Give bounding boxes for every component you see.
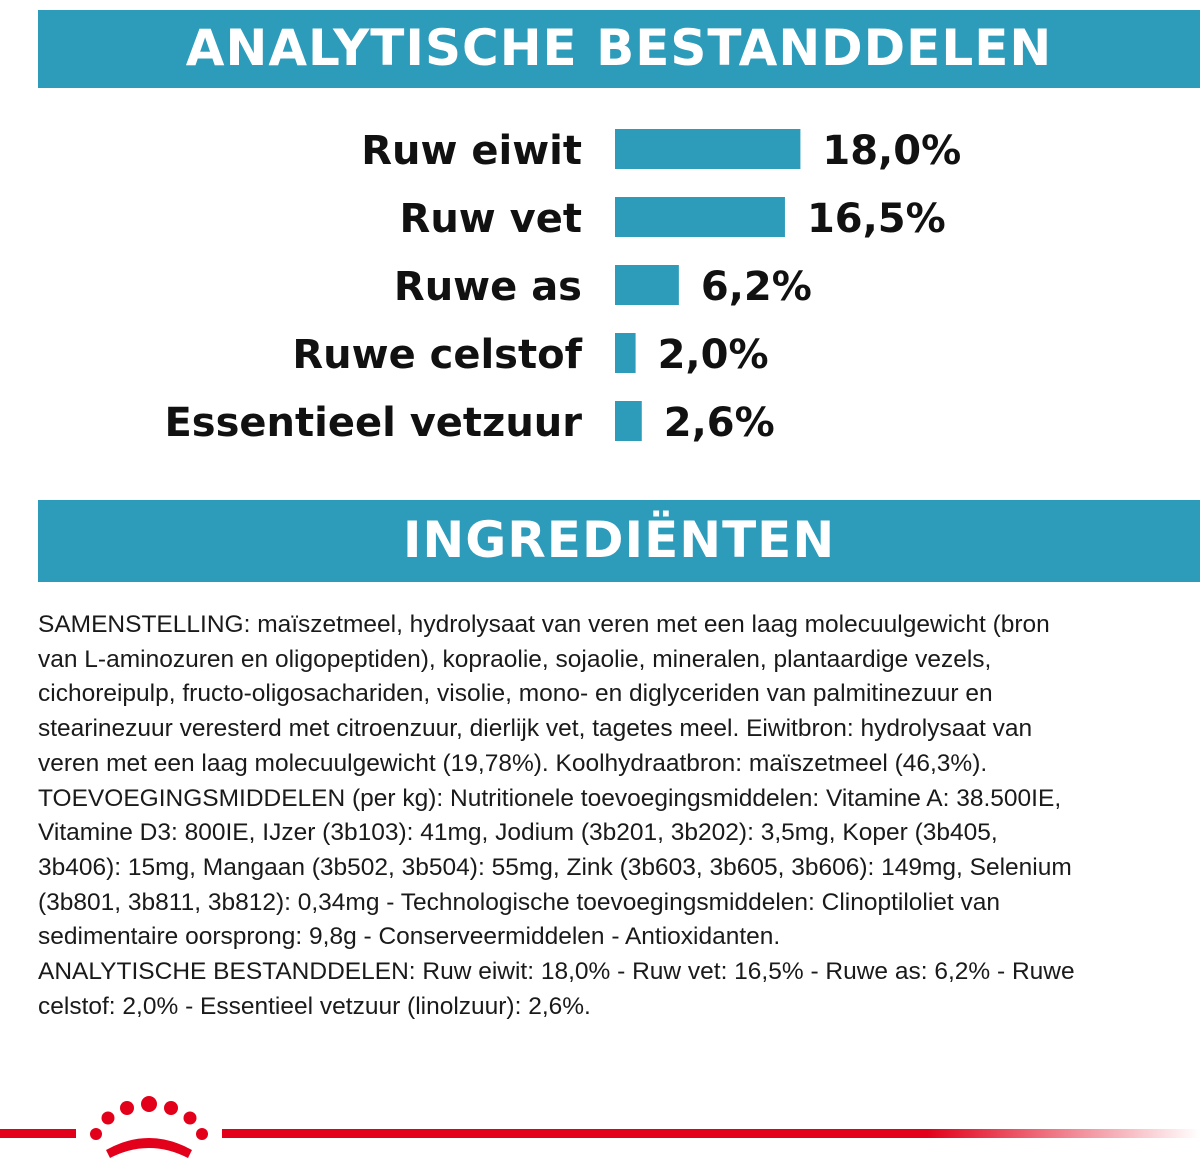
ingredients-line: (3b801, 3b811, 3b812): 0,34mg - Technologische toevoegingsmiddelen: Clinoptiloliet van: [38, 888, 1001, 916]
ingredients-line: sedimentaire oorsprong: 9,8g - Conserveermiddelen - Antioxidanten.: [38, 923, 781, 951]
ingredients-line: Vitamine D3: 800IE, IJzer (3b103): 41mg, Jodium (3b201, 3b202): 3,5mg, Koper (3b405,: [38, 819, 998, 847]
analytical-title: ANALYTISCHE BESTANDDELEN: [185, 19, 1053, 77]
ingredients-text: [38, 608, 1168, 1024]
brand-footer: [0, 1088, 1200, 1158]
footer-line-left: [0, 1129, 76, 1138]
ingredients-line: TOEVOEGINGSMIDDELEN (per kg): Nutritionele toevoegingsmiddelen: Vitamine A: 38.500IE,: [38, 784, 1062, 812]
category-label: Essentieel vetzuur: [164, 400, 582, 446]
section-header-analytical: [38, 10, 1200, 88]
ingredients-line: ANALYTISCHE BESTANDDELEN: Ruw eiwit: 18,0% - Ruw vet: 16,5% - Ruwe as: 6,2% - Ruwe: [38, 958, 1075, 986]
value-label: 2,6%: [663, 400, 775, 446]
category-label: Ruw vet: [399, 196, 582, 242]
ingredients-line: stearinezuur veresterd met citroenzuur, dierlijk vet, tagetes meel. Eiwitbron: hydrolysaat van: [38, 715, 1033, 743]
category-label: Ruwe as: [393, 264, 582, 310]
value-label: 6,2%: [700, 264, 812, 310]
value-label: 16,5%: [806, 196, 946, 242]
bar: [615, 265, 679, 305]
section-header-ingredients: [38, 500, 1200, 582]
footer-line-right: [222, 1129, 1200, 1138]
ingredients-line: van L-aminozuren en oligopeptiden), kopraolie, sojaolie, mineralen, plantaardige vezels,: [38, 645, 992, 673]
category-label: Ruwe celstof: [292, 332, 582, 378]
ingredients-title: INGREDIËNTEN: [402, 511, 836, 569]
nutrient-bar-chart: [0, 100, 1200, 470]
bar: [615, 197, 785, 237]
ingredients-line: celstof: 2,0% - Essentieel vetzuur (linolzuur): 2,6%.: [38, 992, 591, 1020]
ingredients-line: veren met een laag molecuulgewicht (19,78%). Koolhydraatbron: maïszetmeel (46,3%).: [38, 749, 988, 777]
bar: [615, 333, 636, 373]
value-label: 2,0%: [657, 332, 769, 378]
ingredients-line: SAMENSTELLING: maïszetmeel, hydrolysaat van veren met een laag molecuulgewicht (bron: [38, 611, 1050, 638]
bar: [615, 129, 800, 169]
bar: [615, 401, 642, 441]
category-label: Ruw eiwit: [361, 128, 582, 174]
value-label: 18,0%: [822, 128, 962, 174]
royal-crown-icon: [90, 1096, 208, 1158]
ingredients-line: cichoreipulp, fructo-oligosachariden, visolie, mono- en diglyceriden van palmitinezuur en: [38, 680, 993, 708]
ingredients-line: 3b406): 15mg, Mangaan (3b502, 3b504): 55mg, Zink (3b603, 3b605, 3b606): 149mg, Selenium: [38, 853, 1072, 881]
